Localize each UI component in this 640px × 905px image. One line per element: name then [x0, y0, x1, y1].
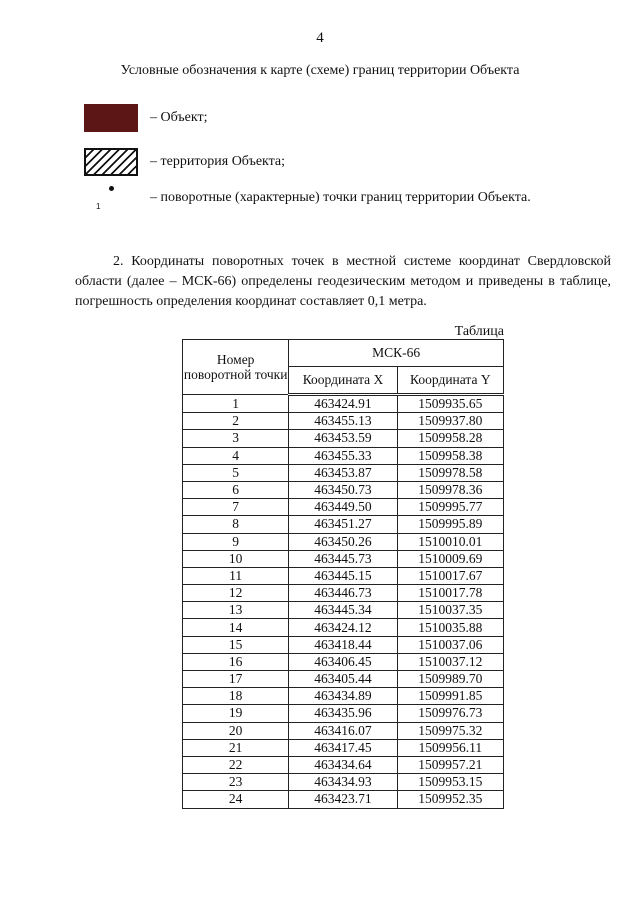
page-number: 4: [316, 30, 324, 46]
coordinate-y-cell: 1509957.21: [397, 756, 503, 773]
point-number-cell: 19: [183, 705, 289, 722]
table-row: [183, 413, 504, 430]
point-number-cell: 23: [183, 774, 289, 791]
coordinate-y-cell: 1510009.69: [397, 550, 503, 567]
table-row: [183, 395, 504, 413]
coordinate-x-cell: 463450.73: [289, 481, 397, 498]
point-number-cell: 13: [183, 602, 289, 619]
point-number-cell: 18: [183, 688, 289, 705]
coordinate-y-cell: 1509975.32: [397, 722, 503, 739]
legend-item-territory: [84, 148, 285, 176]
table-row: [183, 739, 504, 756]
table-row: [183, 774, 504, 791]
table-row: [183, 550, 504, 567]
coordinate-y-cell: 1510017.78: [397, 585, 503, 602]
point-number-cell: 10: [183, 550, 289, 567]
coordinate-x-cell: 463424.91: [289, 395, 397, 413]
table-row: [183, 567, 504, 584]
coordinate-y-cell: 1509937.80: [397, 413, 503, 430]
coordinate-y-cell: 1509958.28: [397, 430, 503, 447]
header-coordinate-y: Координата Y: [397, 367, 503, 395]
point-marker-icon: [84, 184, 138, 212]
coordinate-y-cell: 1510037.12: [397, 653, 503, 670]
coordinate-x-cell: 463445.34: [289, 602, 397, 619]
legend-item-label: – Объект;: [150, 110, 208, 125]
coordinate-x-cell: 463445.15: [289, 567, 397, 584]
coordinate-y-cell: 1509976.73: [397, 705, 503, 722]
table-row: [183, 619, 504, 636]
legend-item-object: [84, 104, 207, 132]
table-row: [183, 653, 504, 670]
coordinate-x-cell: 463434.93: [289, 774, 397, 791]
coordinate-y-cell: 1509952.35: [397, 791, 503, 808]
hatch-swatch-icon: [84, 148, 138, 176]
coordinate-y-cell: 1510037.35: [397, 602, 503, 619]
coordinate-y-cell: 1509995.77: [397, 499, 503, 516]
coordinate-x-cell: 463423.71: [289, 791, 397, 808]
coordinate-x-cell: 463417.45: [289, 739, 397, 756]
point-number-cell: 7: [183, 499, 289, 516]
point-number-cell: 11: [183, 567, 289, 584]
table-label: Таблица: [454, 324, 504, 339]
table-row: [183, 602, 504, 619]
header-coordinate-x: Координата X: [289, 367, 397, 395]
table-row: [183, 722, 504, 739]
coordinate-x-cell: 463405.44: [289, 671, 397, 688]
coordinate-x-cell: 463445.73: [289, 550, 397, 567]
coordinate-x-cell: 463455.33: [289, 447, 397, 464]
table-body: [183, 395, 504, 809]
coordinate-x-cell: 463455.13: [289, 413, 397, 430]
table-row: [183, 430, 504, 447]
table-row: [183, 447, 504, 464]
coordinate-y-cell: 1510010.01: [397, 533, 503, 550]
point-number-cell: 8: [183, 516, 289, 533]
coordinate-y-cell: 1509991.85: [397, 688, 503, 705]
coordinate-x-cell: 463446.73: [289, 585, 397, 602]
coordinate-y-cell: 1510037.06: [397, 636, 503, 653]
header-point-number: Номер поворотной точки: [183, 340, 289, 395]
coordinate-x-cell: 463453.59: [289, 430, 397, 447]
table-row: [183, 464, 504, 481]
point-number-cell: 21: [183, 739, 289, 756]
coordinate-y-cell: 1509958.38: [397, 447, 503, 464]
coordinates-table: [182, 339, 504, 809]
table-row: [183, 705, 504, 722]
coordinate-x-cell: 463434.89: [289, 688, 397, 705]
header-coordinate-system: МСК-66: [289, 340, 504, 367]
coordinate-y-cell: 1509978.36: [397, 481, 503, 498]
coordinate-x-cell: 463406.45: [289, 653, 397, 670]
coordinate-x-cell: 463418.44: [289, 636, 397, 653]
point-number-cell: 24: [183, 791, 289, 808]
point-number-cell: 12: [183, 585, 289, 602]
coordinate-y-cell: 1509956.11: [397, 739, 503, 756]
point-number-cell: 9: [183, 533, 289, 550]
coordinate-x-cell: 463435.96: [289, 705, 397, 722]
point-number-cell: 3: [183, 430, 289, 447]
point-number-cell: 14: [183, 619, 289, 636]
coordinate-x-cell: 463451.27: [289, 516, 397, 533]
point-number-label: 1: [96, 202, 101, 211]
coordinate-y-cell: 1509935.65: [397, 395, 503, 413]
table-row: [183, 499, 504, 516]
coordinate-x-cell: 463416.07: [289, 722, 397, 739]
coordinate-x-cell: 463453.87: [289, 464, 397, 481]
point-number-cell: 17: [183, 671, 289, 688]
coordinates-paragraph: 2. Координаты поворотных точек в местной системе координат Свердловской области (далее – МСК-66) определены геодезическим методом и приведены в таблице, погрешность определения координат составляет 0,1 метра.: [75, 254, 611, 309]
legend-item-label: – территория Объекта;: [150, 154, 286, 169]
point-number-cell: 20: [183, 722, 289, 739]
coordinate-y-cell: 1509995.89: [397, 516, 503, 533]
point-number-cell: 15: [183, 636, 289, 653]
table-row: [183, 636, 504, 653]
table-row: [183, 791, 504, 808]
point-number-cell: 1: [183, 395, 289, 413]
coordinate-y-cell: 1510035.88: [397, 619, 503, 636]
coordinate-x-cell: 463450.26: [289, 533, 397, 550]
legend-item-label: – поворотные (характерные) точки границ территории Объекта.: [150, 190, 531, 205]
point-number-cell: 22: [183, 756, 289, 773]
table-row: [183, 585, 504, 602]
dot-icon: [109, 186, 114, 191]
table-row: [183, 756, 504, 773]
table-row: [183, 516, 504, 533]
coordinate-x-cell: 463434.64: [289, 756, 397, 773]
table-row: [183, 671, 504, 688]
point-number-cell: 2: [183, 413, 289, 430]
coordinate-y-cell: 1510017.67: [397, 567, 503, 584]
object-swatch-icon: [84, 104, 138, 132]
coordinate-y-cell: 1509989.70: [397, 671, 503, 688]
point-number-cell: 6: [183, 481, 289, 498]
coordinate-x-cell: 463449.50: [289, 499, 397, 516]
point-number-cell: 4: [183, 447, 289, 464]
legend-item-turning-points: [84, 184, 531, 212]
table-row: [183, 688, 504, 705]
coordinate-x-cell: 463424.12: [289, 619, 397, 636]
point-number-cell: 5: [183, 464, 289, 481]
coordinate-y-cell: 1509978.58: [397, 464, 503, 481]
table-row: [183, 481, 504, 498]
table-row: [183, 533, 504, 550]
legend-title: Условные обозначения к карте (схеме) границ территории Объекта: [120, 63, 520, 78]
point-number-cell: 16: [183, 653, 289, 670]
coordinate-y-cell: 1509953.15: [397, 774, 503, 791]
